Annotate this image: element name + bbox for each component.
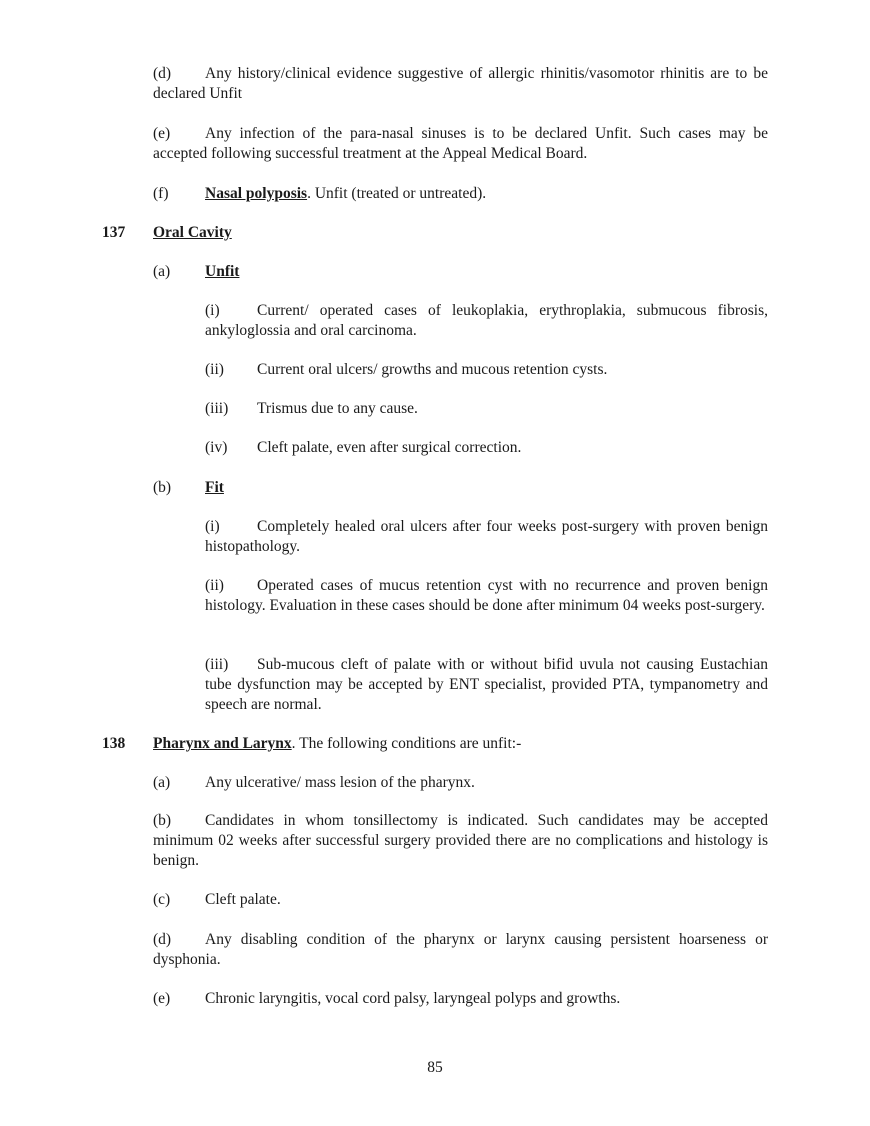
paragraph-136-d <box>153 64 768 104</box>
item-label: (i) <box>205 518 220 535</box>
paragraph-label: (f) <box>153 185 169 202</box>
item-138-d <box>153 930 768 970</box>
paragraph-136-e <box>153 124 768 164</box>
item-label: (c) <box>153 891 171 908</box>
item-text: Sub-mucous cleft of palate with or without bifid uvula not causing Eustachian tube dysfunction may be accepted by ENT specialist, provided PTA, tympanometry and speech are normal. <box>205 656 768 713</box>
paragraph-text: Any history/clinical evidence suggestive of allergic rhinitis/vasomotor rhinitis are to be declared Unfit <box>153 65 768 102</box>
item-137-a-i <box>205 301 768 341</box>
subsection-heading: Fit <box>205 479 224 496</box>
item-text: Candidates in whom tonsillectomy is indicated. Such candidates may be accepted minimum 02 weeks after successful surgery provided there are no complications and histology is benign. <box>153 812 768 869</box>
item-137-a-iv <box>205 438 768 458</box>
item-label: (b) <box>153 812 172 829</box>
item-138-b <box>153 811 768 871</box>
item-text: Trismus due to any cause. <box>257 400 418 417</box>
page-number: 85 <box>427 1059 443 1076</box>
item-label: (e) <box>153 990 171 1007</box>
item-138-c <box>153 890 768 910</box>
section-heading-138 <box>153 734 521 754</box>
paragraph-text: . Unfit (treated or untreated). <box>307 185 487 202</box>
item-text: Chronic laryngitis, vocal cord palsy, laryngeal polyps and growths. <box>205 990 621 1007</box>
subsection-137-b <box>153 478 768 498</box>
subsection-label: (a) <box>153 263 171 280</box>
item-text: Operated cases of mucus retention cyst with no recurrence and proven benign histology. Evaluation in these cases should be done after minimum 04 weeks post-surgery. <box>205 577 768 614</box>
item-label: (ii) <box>205 577 224 594</box>
item-137-a-iii <box>205 399 768 419</box>
paragraph-label: (d) <box>153 65 172 82</box>
section-title-138: Pharynx and Larynx <box>153 735 292 752</box>
item-text: Current/ operated cases of leukoplakia, erythroplakia, submucous fibrosis, ankyloglossia and oral carcinoma. <box>205 302 768 339</box>
item-text: Completely healed oral ulcers after four weeks post-surgery with proven benign histopathology. <box>205 518 768 555</box>
item-label: (iii) <box>205 656 229 673</box>
section-title-137: Oral Cavity <box>153 224 232 241</box>
subsection-137-a <box>153 262 768 282</box>
item-label: (d) <box>153 931 172 948</box>
item-138-a <box>153 773 768 793</box>
subsection-label: (b) <box>153 479 172 496</box>
item-text: Current oral ulcers/ growths and mucous retention cysts. <box>257 361 608 378</box>
section-number-138: 138 <box>102 735 126 752</box>
item-text: Any ulcerative/ mass lesion of the pharynx. <box>205 774 475 791</box>
paragraph-text: Any infection of the para-nasal sinuses is to be declared Unfit. Such cases may be accepted following successful treatment at the Appeal Medical Board. <box>153 125 768 162</box>
item-label: (ii) <box>205 361 224 378</box>
section-intro-138: . The following conditions are unfit:- <box>291 735 522 752</box>
item-label: (iii) <box>205 400 229 417</box>
item-137-b-ii <box>205 576 768 616</box>
item-text: Any disabling condition of the pharynx or larynx causing persistent hoarseness or dysphonia. <box>153 931 768 968</box>
item-text: Cleft palate, even after surgical correction. <box>257 439 522 456</box>
item-label: (a) <box>153 774 171 791</box>
section-number-137: 137 <box>102 224 126 241</box>
item-text: Cleft palate. <box>205 891 281 908</box>
item-138-e <box>153 989 768 1009</box>
paragraph-label: (e) <box>153 125 171 142</box>
item-label: (i) <box>205 302 220 319</box>
item-137-b-i <box>205 517 768 557</box>
paragraph-heading: Nasal polyposis <box>205 185 308 202</box>
subsection-heading: Unfit <box>205 263 240 280</box>
item-137-a-ii <box>205 360 768 380</box>
paragraph-136-f <box>153 184 768 204</box>
item-137-b-iii <box>205 655 768 715</box>
item-label: (iv) <box>205 439 228 456</box>
